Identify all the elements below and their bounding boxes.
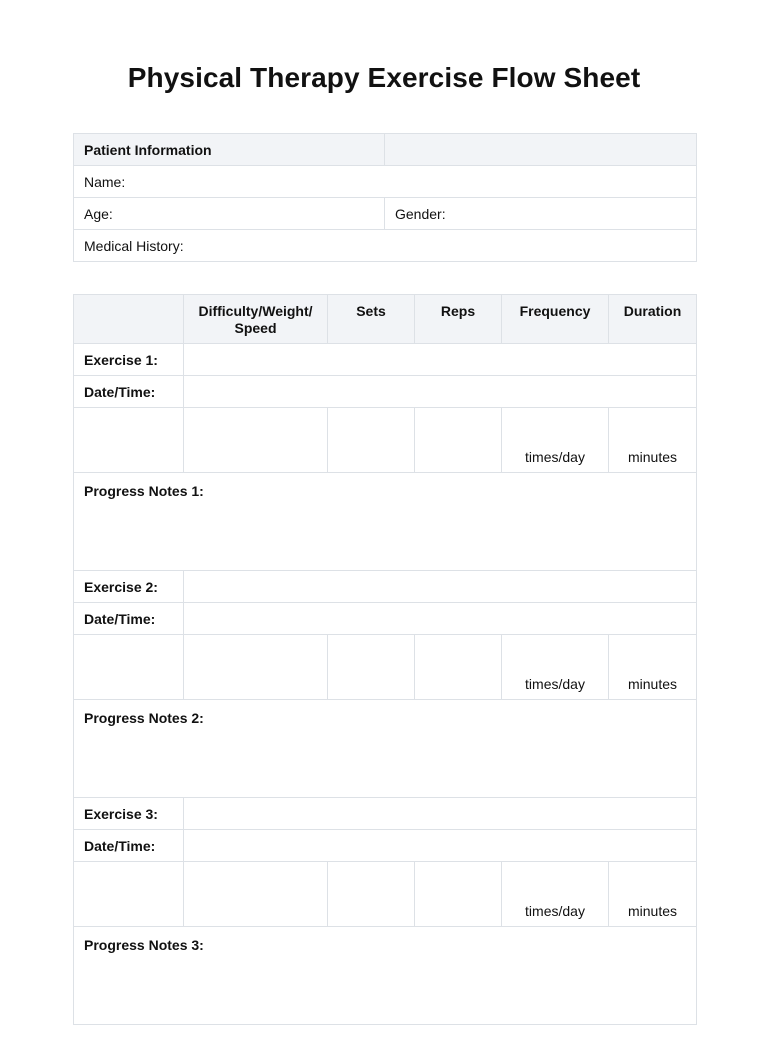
exercise-label: Exercise 3:	[74, 798, 184, 830]
datetime-field[interactable]	[184, 603, 697, 635]
difficulty-field[interactable]	[184, 635, 328, 700]
progress-notes-field[interactable]	[74, 927, 697, 1025]
progress-notes-field[interactable]	[74, 473, 697, 571]
column-duration: Duration	[609, 295, 697, 344]
medical-history-label: Medical History:	[84, 237, 184, 254]
frequency-field[interactable]	[502, 408, 609, 473]
patient-header-row	[74, 134, 697, 166]
patient-name-row	[74, 166, 697, 198]
duration-unit: minutes	[627, 449, 678, 465]
column-frequency: Frequency	[502, 295, 609, 344]
page-title: Physical Therapy Exercise Flow Sheet	[127, 62, 641, 93]
duration-field[interactable]	[609, 635, 697, 700]
duration-field[interactable]	[609, 408, 697, 473]
patient-age-gender-row	[74, 198, 697, 230]
reps-field[interactable]	[415, 408, 502, 473]
progress-notes-label: Progress Notes 3:	[84, 937, 204, 953]
duration-field[interactable]	[609, 862, 697, 927]
frequency-unit: times/day	[525, 676, 585, 692]
frequency-unit: times/day	[525, 449, 585, 465]
gender-label: Gender:	[395, 205, 446, 222]
column-reps: Reps	[415, 295, 502, 344]
exercise-label: Exercise 1:	[74, 344, 184, 376]
exercise-row	[74, 571, 697, 603]
name-field[interactable]	[74, 166, 697, 198]
values-blank	[74, 408, 184, 473]
progress-notes-row	[74, 700, 697, 798]
frequency-field[interactable]	[502, 635, 609, 700]
datetime-label: Date/Time:	[74, 830, 184, 862]
exercise-label: Exercise 2:	[74, 571, 184, 603]
progress-notes-label: Progress Notes 1:	[84, 483, 204, 499]
datetime-label: Date/Time:	[74, 603, 184, 635]
sets-field[interactable]	[328, 862, 415, 927]
exercise-name-field[interactable]	[184, 344, 697, 376]
progress-notes-row	[74, 473, 697, 571]
datetime-row	[74, 603, 697, 635]
patient-header-blank	[385, 134, 697, 166]
reps-field[interactable]	[415, 635, 502, 700]
frequency-field[interactable]	[502, 862, 609, 927]
progress-notes-label: Progress Notes 2:	[84, 710, 204, 726]
exercise-name-field[interactable]	[184, 571, 697, 603]
values-blank	[74, 862, 184, 927]
name-label: Name:	[84, 173, 126, 190]
sets-field[interactable]	[328, 635, 415, 700]
datetime-field[interactable]	[184, 376, 697, 408]
datetime-row	[74, 830, 697, 862]
sets-field[interactable]	[328, 408, 415, 473]
exercise-header-row	[74, 295, 697, 344]
progress-notes-field[interactable]	[74, 700, 697, 798]
column-sets: Sets	[328, 295, 415, 344]
datetime-field[interactable]	[184, 830, 697, 862]
patient-information-table	[73, 133, 697, 262]
values-blank	[74, 635, 184, 700]
duration-unit: minutes	[627, 903, 678, 919]
exercise-row	[74, 344, 697, 376]
difficulty-field[interactable]	[184, 862, 328, 927]
reps-field[interactable]	[415, 862, 502, 927]
datetime-label: Date/Time:	[74, 376, 184, 408]
datetime-row	[74, 376, 697, 408]
age-field[interactable]	[74, 198, 385, 230]
patient-history-row	[74, 230, 697, 262]
duration-unit: minutes	[627, 676, 678, 692]
medical-history-field[interactable]	[74, 230, 697, 262]
exercise-values-row	[74, 862, 697, 927]
header-blank	[74, 295, 184, 344]
exercise-values-row	[74, 408, 697, 473]
gender-field[interactable]	[385, 198, 697, 230]
patient-information-header: Patient Information	[74, 134, 385, 166]
exercise-values-row	[74, 635, 697, 700]
exercise-row	[74, 798, 697, 830]
age-label: Age:	[84, 205, 113, 222]
exercise-table	[73, 294, 697, 1025]
difficulty-field[interactable]	[184, 408, 328, 473]
progress-notes-row	[74, 927, 697, 1025]
column-difficulty: Difficulty/Weight/ Speed	[184, 295, 328, 344]
frequency-unit: times/day	[525, 903, 585, 919]
exercise-name-field[interactable]	[184, 798, 697, 830]
